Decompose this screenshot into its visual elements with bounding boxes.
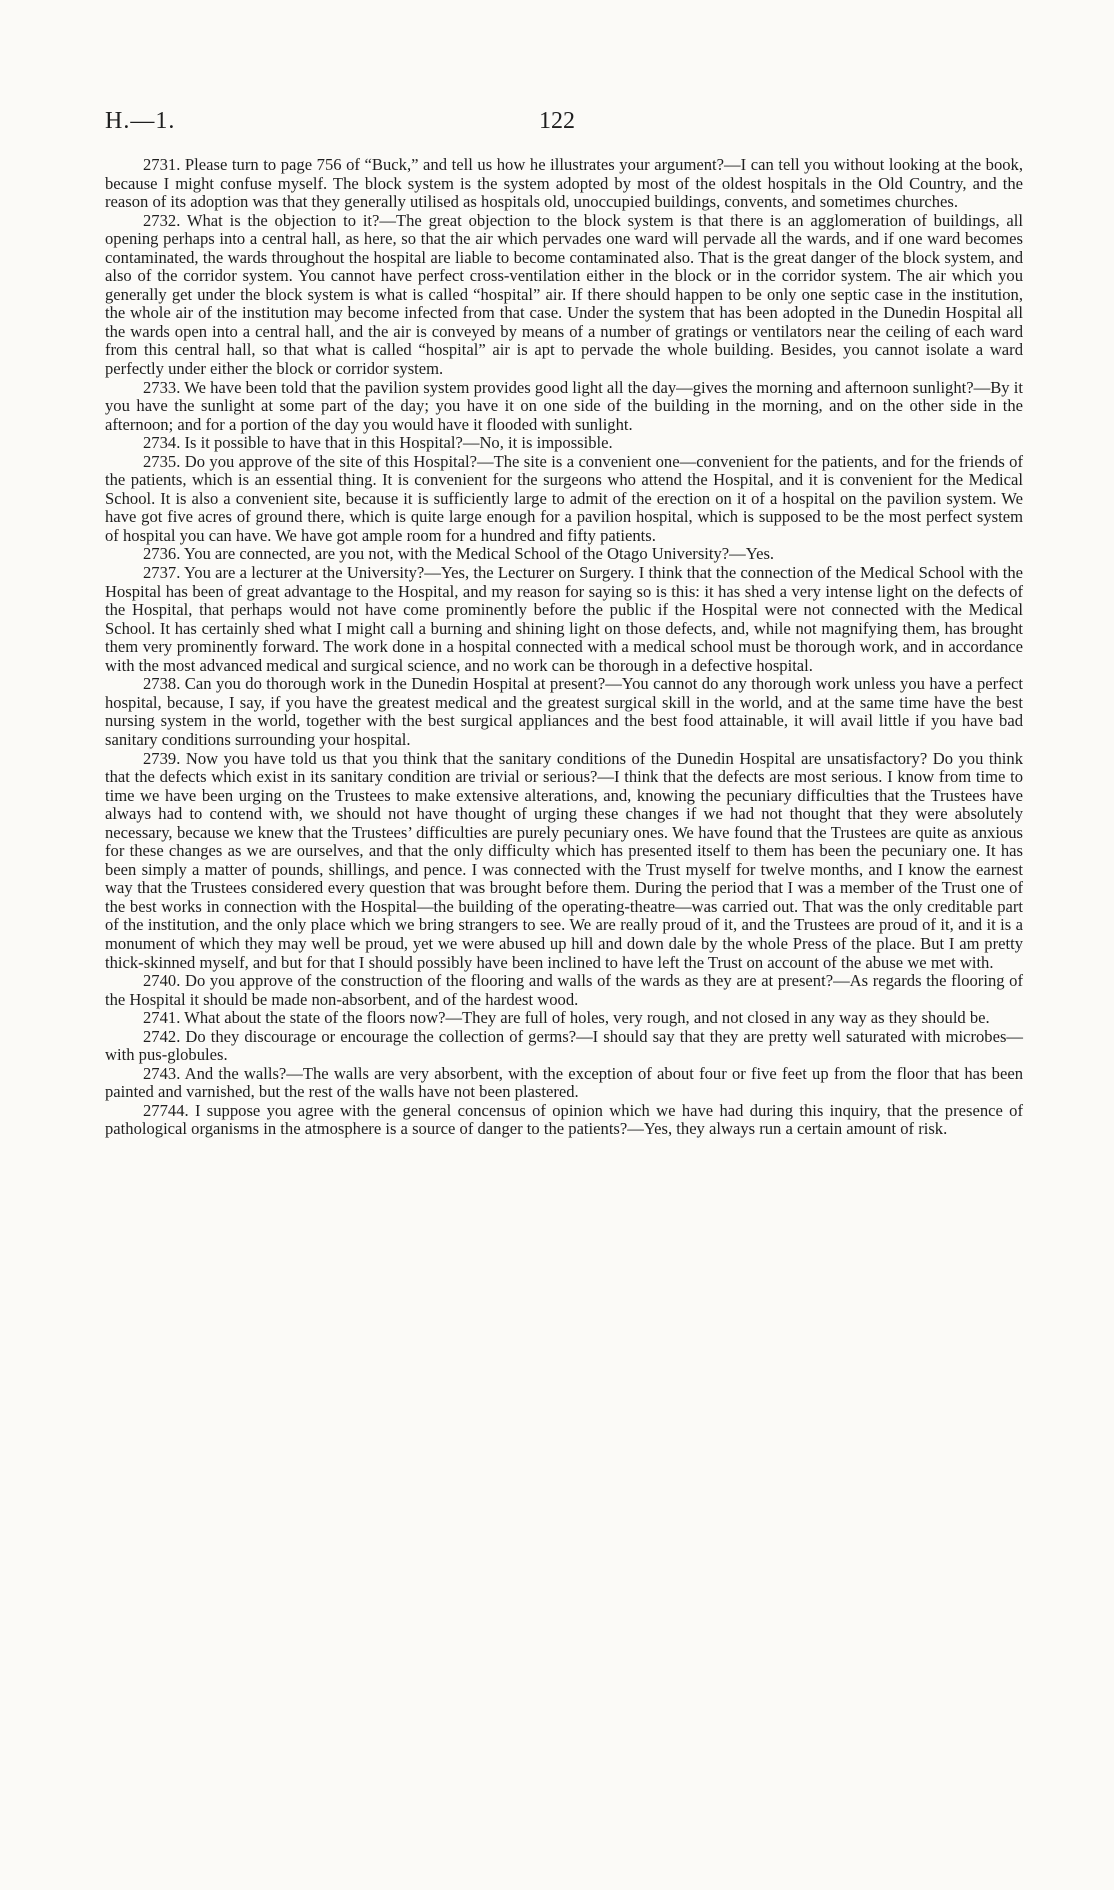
- question-2732: 2732. What is the objection to it?—The great objection to the block system is that there is an agglomeration of buildings, all opening perhaps into a central hall, as here, so that the air which pervades one ward will pervade all the wards, and if one ward becomes contaminated, the wards throughout the hospital are liable to become contaminated also. That is the great danger of the block system, and also of the corridor system. You cannot have perfect cross-ventilation either in the block or in the corridor system. The air which you generally get under the block system is what is called “hospital” air. If there should happen to be only one septic case in the institution, the whole air of the institution may become infected from that case. Under the system that has been adopted in the Dunedin Hospital all the wards open into a central hall, and the air is conveyed by means of a number of gratings or ventilators near the ceiling of each ward from this central hall, so that what is called “hospital” air is apt to pervade the whole building. Besides, you cannot isolate a ward perfectly under either the block or corridor system.: [105, 210, 1023, 379]
- question-2742: 2742. Do they discourage or encourage the collection of germs?—I should say that they are pretty well saturated with microbes—with pus-globules.: [105, 1026, 1023, 1065]
- question-2743: 2743. And the walls?—The walls are very absorbent, with the exception of about four or five feet up from the floor that has been painted and varnished, but the rest of the walls have not been plastered.: [105, 1063, 1023, 1102]
- question-2733: 2733. We have been told that the pavilion system provides good light all the day—gives the morning and afternoon sunlight?—By it you have the sunlight at some part of the day; you have it on one side of the building in the morning, and on the other side in the afternoon; and for a portion of the day you would have it flooded with sunlight.: [105, 377, 1023, 434]
- question-2744: 27744. I suppose you agree with the general concensus of opinion which we have had during this inquiry, that the presence of pathological organisms in the atmosphere is a source of danger to the patients?—Yes, they always run a certain amount of risk.: [105, 1100, 1023, 1139]
- document-reference: H.—1.: [105, 108, 176, 134]
- question-2741: 2741. What about the state of the floors now?—They are full of holes, very rough, and not closed in any way as they should be.: [143, 1008, 990, 1028]
- evidence-text: [105, 156, 1023, 1139]
- question-2737: 2737. You are a lecturer at the University?—Yes, the Lecturer on Surgery. I think that the connection of the Medical School with the Hospital has been of great advantage to the Hospital, and my reason for saying so is this: it has shed a very intense light on the defects of the Hospital, that perhaps would not have come prominently before the public if the Hospital were not connected with the Medical School. It has certainly shed what I might call a burning and shining light on those defects, and, while not magnifying them, has brought them very prominently forward. The work done in a hospital connected with a medical school must be thorough work, and in accordance with the most advanced medical and surgical science, and no work can be thorough in a defective hospital.: [105, 563, 1023, 675]
- running-header: [105, 108, 1009, 136]
- question-2731: 2731. Please turn to page 756 of “Buck,” and tell us how he illustrates your argument?—I can tell you without looking at the book, because I might confuse myself. The block system is the system adopted by most of the oldest hospitals in the Old Country, and the reason of its adoption was that they generally utilised as hospitals old, unoccupied buildings, convents, and sometimes churches.: [105, 155, 1023, 212]
- question-2738: 2738. Can you do thorough work in the Dunedin Hospital at present?—You cannot do any thorough work unless you have a perfect hospital, because, I say, if you have the greatest medical and the greatest surgical skill in the world, and at the same time have the best nursing system in the world, together with the best surgical appliances and the best food attainable, it will avail little if you have bad sanitary conditions surrounding your hospital.: [105, 674, 1023, 749]
- question-2735: 2735. Do you approve of the site of this Hospital?—The site is a convenient one—convenient for the patients, and for the friends of the patients, which is an essential thing. It is convenient for the surgeons who attend the Hospital, and it is convenient for the Medical School. It is also a convenient site, because it is sufficiently large to admit of the erection on it of a hospital on the pavilion system. We have got five acres of ground there, which is quite large enough for a pavilion hospital, which is supposed to be the most perfect system of hospital you can have. We have got ample room for a hundred and fifty patients.: [105, 451, 1023, 545]
- question-2736: 2736. You are connected, are you not, with the Medical School of the Otago University?—Yes.: [143, 544, 775, 564]
- question-2740: 2740. Do you approve of the construction of the flooring and walls of the wards as they are at present?—As regards the flooring of the Hospital it should be made non-absorbent, and of the hardest wood.: [105, 971, 1023, 1009]
- question-2734: 2734. Is it possible to have that in this Hospital?—No, it is impossible.: [143, 433, 613, 453]
- question-2739: 2739. Now you have told us that you think that the sanitary conditions of the Dunedin Hospital are unsatisfactory? Do you think that the defects which exist in its sanitary condition are trivial or serious?—I think that the defects are most serious. I know from time to time we have been urging on the Trustees to make extensive alterations, and, knowing the pecuniary difficulties that the Trustees have always had to contend with, we should not have thought of urging these changes if we had not thought that they were absolutely necessary, because we knew that the Trustees’ difficulties are purely pecuniary ones. We have found that the Trustees are quite as anxious for these changes as we are ourselves, and that the only difficulty which has presented itself to them has been the pecuniary one. It has been simply a matter of pounds, shillings, and pence. I was connected with the Trust myself for twelve months, and I know the earnest way that the Trustees considered every question that was brought before them. During the period that I was a member of the Trust one of the best works in connection with the Hospital—the building of the operating-theatre—was carried out. That was the only creditable part of the institution, and the only place which we bring strangers to see. We are really proud of it, and the Trustees are proud of it, and it is a monument of which they may well be proud, yet we were abused up hill and down dale by the whole Press of the place. But I am pretty thick-skinned myself, and but for that I should possibly have been inclined to have left the Trust on account of the abuse we met with.: [105, 748, 1023, 972]
- page-number: 122: [539, 108, 575, 134]
